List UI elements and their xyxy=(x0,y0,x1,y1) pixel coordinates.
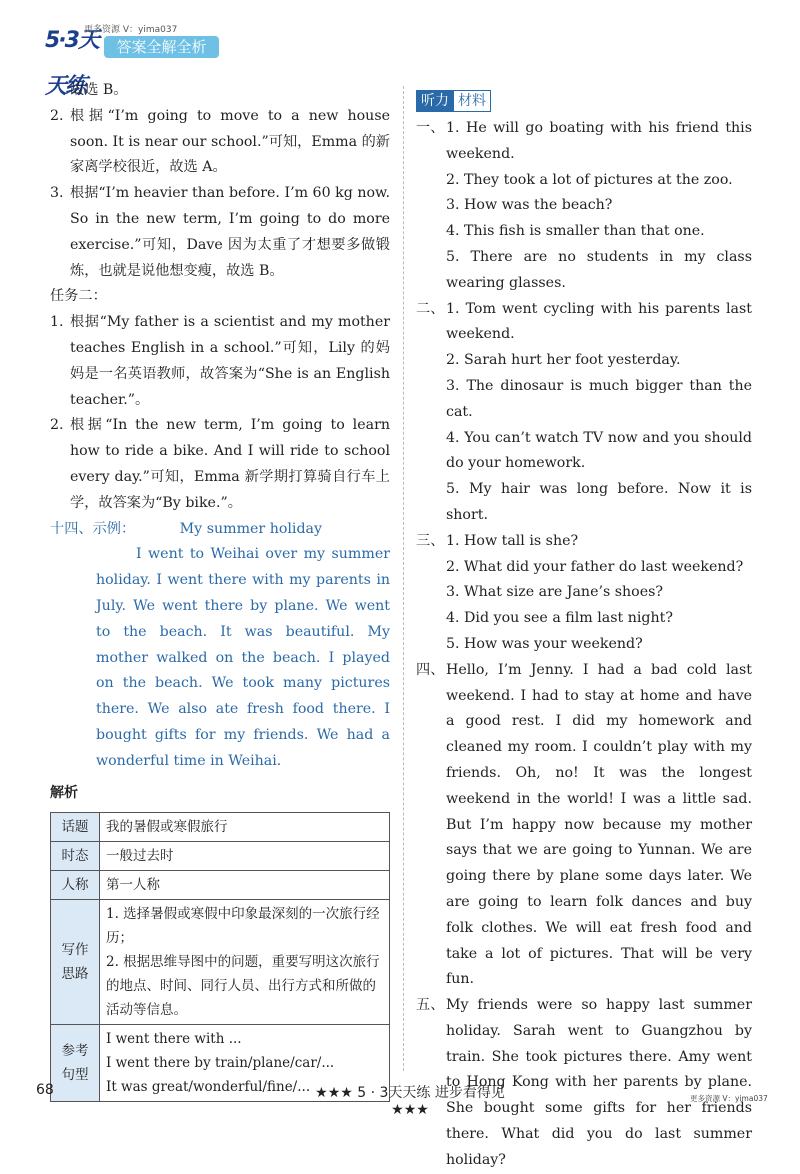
right-column xyxy=(416,90,752,1174)
item-number: 2. xyxy=(50,107,64,124)
table-key: 写作思路 xyxy=(51,900,100,1025)
table-row xyxy=(51,842,390,871)
section-2 xyxy=(416,297,752,529)
table-key: 话题 xyxy=(51,813,100,842)
header-banner: 答案全解全析 xyxy=(104,36,219,58)
list-item: 2. Sarah hurt her foot yesterday. xyxy=(446,352,681,369)
table-key: 时态 xyxy=(51,842,100,871)
answer-item xyxy=(50,181,390,284)
passage-text: My friends were so happy last summer holiday. Sarah went to Guangzhou by train. She took pictures there. Amy went to Hong Kong with her parents by plane. She bought some gifts for her friends there. What did you do last summer holiday? xyxy=(446,997,752,1168)
essay-title: My summer holiday xyxy=(179,520,323,537)
table-value xyxy=(100,900,390,1025)
left-column xyxy=(50,78,390,1102)
item-text: 根据“In the new term, I’m going to learn how to ride a bike. And I will ride to school every day.”可知，Emma 新学期打算骑自行车上学，故答案为“By bike.”。 xyxy=(70,417,390,511)
list-item: 5. There are no students in my class wearing glasses. xyxy=(446,248,752,291)
answer-item xyxy=(50,413,390,516)
list-item: 3. How was the beach? xyxy=(446,197,613,214)
essay-body: I went to Weihai over my summer holiday. I went there with my parents in July. We went there by plane. We went to the beach. It was beautiful. My mother walked on the beach. I played on the beach. We took many pictures there. We also ate fresh food there. I bought gifts for my friends. We had a wonderful time in Weihai. xyxy=(96,546,390,769)
list-item: 4. This fish is smaller than that one. xyxy=(446,223,705,240)
section-number: 二、 xyxy=(416,300,445,317)
list-item: 5. How was your weekend? xyxy=(446,635,643,652)
passage-text: Hello, I’m Jenny. I had a bad cold last weekend. I had to stay at home and have a good rest. I did my homework and cleaned my room. I couldn’t play with my friends. Oh, no! It was the longest weekend in the world! I was a little sad. But I’m happy now because my mother says that we are going to Yunnan. We are going there by plane some days later. We are going to learn folk dances and buy folk clothes. We will eat fresh food and take a lot of pictures. That will be very fun. xyxy=(446,661,752,988)
answer-line: 故选 B。 xyxy=(70,82,128,98)
section-number: 五、 xyxy=(416,997,445,1014)
section-3 xyxy=(416,529,752,658)
table-key: 人称 xyxy=(51,871,100,900)
table-row xyxy=(51,813,390,842)
writing-step: 2. 根据思维导图中的问题，重要写明这次旅行的地点、时间、同行人员、出行方式和所做的活动等信息。 xyxy=(106,954,380,1019)
item-text: 根据“I’m going to move to a new house soon. It is near our school.”可知，Emma 的新家离学校很近，故选 A。 xyxy=(70,107,390,176)
item-number: 1. xyxy=(50,314,64,331)
section-number: 三、 xyxy=(416,532,445,549)
sentence-pattern: It was great/wonderful/fine/... xyxy=(106,1079,311,1096)
list-item: 5. My hair was long before. Now it is short. xyxy=(446,481,752,523)
list-item: 3. The dinosaur is much bigger than the cat. xyxy=(446,377,752,420)
table-value: 一般过去时 xyxy=(100,842,390,871)
table-value: 我的暑假或寒假旅行 xyxy=(100,813,390,842)
section-label: 十四、示例： xyxy=(50,520,136,537)
section-items xyxy=(446,297,752,529)
header-resource-note: 更多资源 V：yima037 xyxy=(84,25,178,35)
list-item: 4. Did you see a film last night? xyxy=(446,610,673,627)
tag-listening: 听力 xyxy=(416,90,454,112)
section-number: 一、 xyxy=(416,120,445,136)
brand-logo: 5·3天天练 xyxy=(45,28,98,99)
page-number: 68 xyxy=(36,1082,54,1098)
table-key: 参考句型 xyxy=(51,1025,100,1102)
analysis-title: 解析 xyxy=(50,784,78,801)
list-item: 2. What did your father do last weekend? xyxy=(446,558,744,575)
table-row xyxy=(51,871,390,900)
answer-item xyxy=(50,104,390,181)
analysis-table xyxy=(50,812,390,1102)
section-items xyxy=(446,529,752,658)
tag-material: 材料 xyxy=(454,90,491,112)
item-number: 2. xyxy=(50,417,64,434)
footer-resource-note: 更多资源 V：yima037 xyxy=(690,1094,768,1103)
section-items xyxy=(446,116,752,297)
answer-item xyxy=(50,310,390,413)
sentence-pattern: I went there with ... xyxy=(106,1031,242,1048)
list-item: 1. He will go boating with his friend this weekend. xyxy=(446,120,752,162)
listening-material-tag xyxy=(416,90,752,112)
section-1 xyxy=(416,116,752,297)
footer-slogan: ★★★ 5 · 3天天练 进步看得见 ★★★ xyxy=(315,1085,505,1118)
list-item: 1. Tom went cycling with his parents last weekend. xyxy=(446,300,752,343)
table-row xyxy=(51,900,390,1025)
list-item: 4. You can’t watch TV now and you should do your homework. xyxy=(446,429,752,472)
table-value: 第一人称 xyxy=(100,871,390,900)
task-heading: 任务二： xyxy=(50,288,107,305)
sample-essay-heading xyxy=(50,517,390,543)
section-number: 四、 xyxy=(416,661,445,678)
writing-step: 1. 选择暑假或寒假中印象最深刻的一次旅行经历； xyxy=(106,906,380,947)
sentence-pattern: I went there by train/plane/car/... xyxy=(106,1055,335,1072)
list-item: 1. How tall is she? xyxy=(446,532,579,549)
item-number: 3. xyxy=(50,185,64,202)
list-item: 2. They took a lot of pictures at the zoo. xyxy=(446,171,733,188)
list-item: 3. What size are Jane’s shoes? xyxy=(446,584,664,601)
item-text: 根据“I’m heavier than before. I’m 60 kg now. So in the new term, I’m going to do more exercise.”可知，Dave 因为太重了才想要多做锻炼，也就是说他想变瘦，故选 B。 xyxy=(70,185,390,279)
item-text: 根据“My father is a scientist and my mother teaches English in a school.”可知，Lily 的妈妈是一名英语教师，故答案为“She is an English teacher.”。 xyxy=(70,314,390,408)
column-divider xyxy=(403,86,404,1071)
section-4 xyxy=(416,658,752,993)
